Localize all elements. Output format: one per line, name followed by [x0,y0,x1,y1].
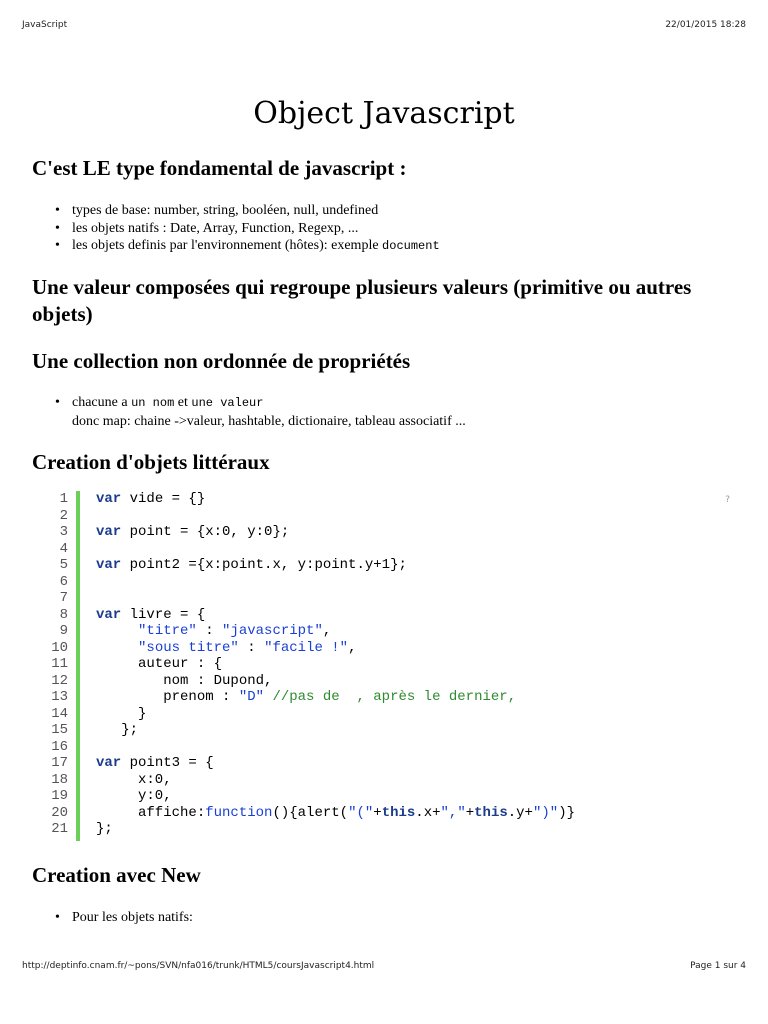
code-gutter-bar [76,491,80,841]
section-list-types [52,202,440,256]
section-heading-valeur: Une valeur composées qui regroupe plusieurs valeurs (primitive ou autres objets) [32,275,692,326]
footer-page-number: Page 1 sur 4 [690,961,746,971]
section-heading-new: Creation avec New [32,863,201,887]
footer-url: http://deptinfo.cnam.fr/~pons/SVN/nfa016/trunk/HTML5/coursJavascript4.html [22,961,375,971]
header-left: JavaScript [22,20,68,30]
list-item: • Pour les objets natifs: [52,909,193,927]
section-list-new [52,909,193,927]
list-item: • types de base: number, string, booléen, null, undefined [52,202,440,220]
section-heading-litteraux: Creation d'objets littéraux [32,450,270,474]
list-item: • chacune a un nom et une valeur donc map: chaine ->valeur, hashtable, dictionaire, tableau associatif ... [52,394,466,430]
help-icon[interactable]: ? [725,495,730,505]
section-list-collection [52,394,466,430]
line-numbers: 1 2 3 4 5 6 7 8 9 10 11 12 13 14 15 16 17 18 19 20 21 [51,491,68,837]
code-block [38,491,738,841]
list-item: • les objets definis par l'environnement (hôtes): exemple document [52,237,440,256]
section-heading-type: C'est LE type fondamental de javascript : [32,156,407,180]
section-heading-collection: Une collection non ordonnée de propriétés [32,349,411,373]
page-title: Object Javascript [253,96,515,131]
code-lines: var vide = {} var point = {x:0, y:0}; var point2 ={x:point.x, y:point.y+1}; var livre = { "titre" : "javascript", "sous titre" : "facile !", auteur : { nom : Dupond, prenom : "D" //pas de , après le dernier, } }; var point3 = { x:0, y:0, affiche:function(){alert("("+this.x+","+this.y+")")} }; [96,491,575,837]
header-datetime: 22/01/2015 18:28 [665,20,746,30]
inline-code: document [382,239,440,253]
list-item: • les objets natifs : Date, Array, Function, Regexp, ... [52,220,440,238]
